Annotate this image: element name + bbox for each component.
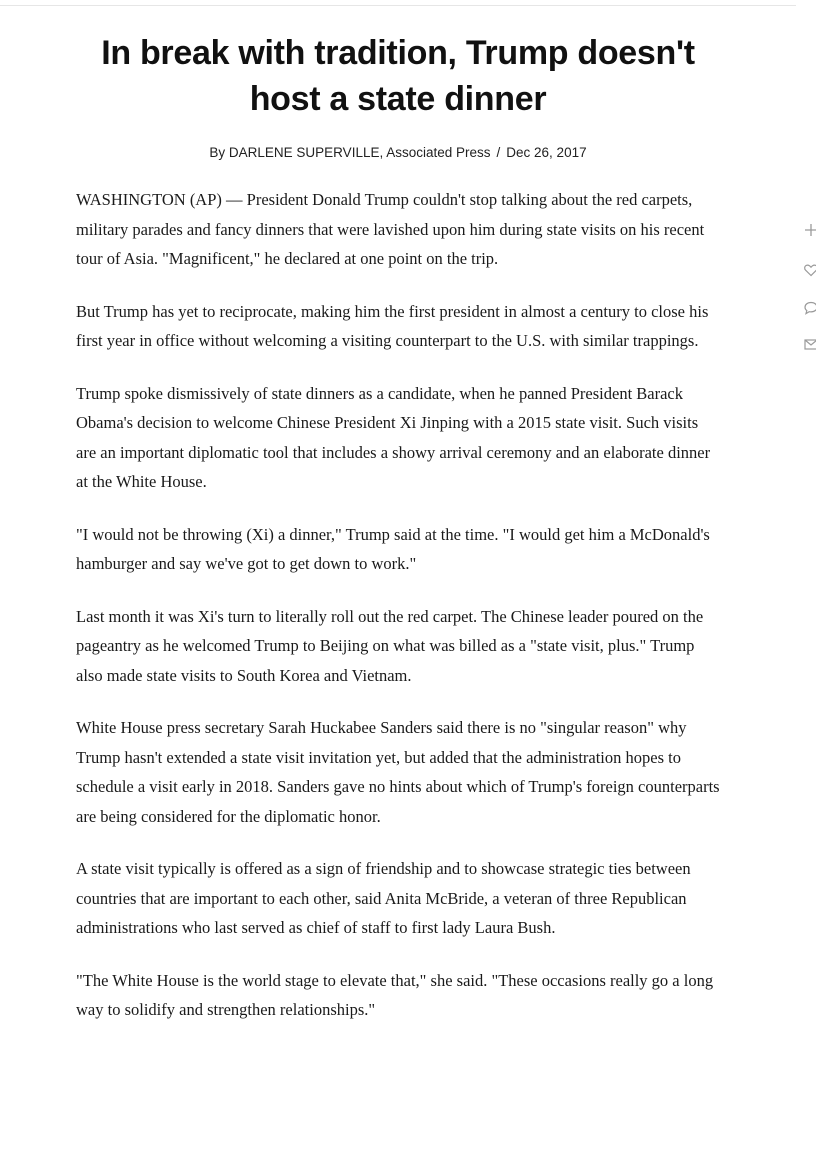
heart-icon[interactable]	[803, 262, 816, 278]
article	[76, 30, 720, 1048]
byline-author: By DARLENE SUPERVILLE, Associated Press	[209, 145, 491, 160]
paragraph: White House press secretary Sarah Huckabee Sanders said there is no "singular reason" why Trump hasn't extended a state visit invitation yet, but added that the administration hopes to schedule a visit early in 2018. Sanders gave no hints about which of Trump's foreign counterparts are being considered for the diplomatic honor.	[76, 718, 720, 826]
paragraph: "I would not be throwing (Xi) a dinner," Trump said at the time. "I would get him a McDonald's hamburger and say we've got to get down to work."	[76, 524, 710, 573]
byline-date: Dec 26, 2017	[506, 145, 587, 160]
paragraph: But Trump has yet to reciprocate, making him the first president in almost a century to close his first year in office without welcoming a visiting counterpart to the U.S. with similar trappings.	[76, 301, 709, 350]
plus-icon[interactable]	[803, 222, 816, 238]
paragraph: Last month it was Xi's turn to literally roll out the red carpet. The Chinese leader poured on the pageantry as he welcomed Trump to Beijing on what was billed as a "state visit, plus." Trump also made state visits to South Korea and Vietnam.	[76, 606, 704, 685]
comment-icon[interactable]	[803, 300, 816, 316]
mail-icon[interactable]	[803, 336, 816, 352]
paragraph: WASHINGTON (AP) — President Donald Trump couldn't stop talking about the red carpets, military parades and fancy dinners that were lavished upon him during state visits on his recent tour of Asia. "Magnificent," he declared at one point on the trip.	[76, 190, 705, 268]
paragraph: A state visit typically is offered as a sign of friendship and to showcase strategic ties between countries that are important to each other, said Anita McBride, a veteran of three Republican administrations who last served as chief of staff to first lady Laura Bush.	[76, 859, 691, 937]
byline-separator: /	[496, 145, 501, 160]
paragraph: Trump spoke dismissively of state dinners as a candidate, when he panned President Barack Obama's decision to welcome Chinese President Xi Jinping with a 2015 state visit. Such visits are an important diplomatic tool that includes a showy arrival ceremony and an elaborate dinner at the White House.	[76, 383, 711, 491]
share-rail	[800, 222, 816, 362]
paragraph: "The White House is the world stage to elevate that," she said. "These occasions really go a long way to solidify and strengthen relationships."	[76, 970, 714, 1019]
top-divider	[0, 5, 796, 6]
byline	[76, 144, 720, 162]
headline: In break with tradition, Trump doesn't host a state dinner	[101, 34, 695, 118]
article-body	[76, 185, 720, 1025]
